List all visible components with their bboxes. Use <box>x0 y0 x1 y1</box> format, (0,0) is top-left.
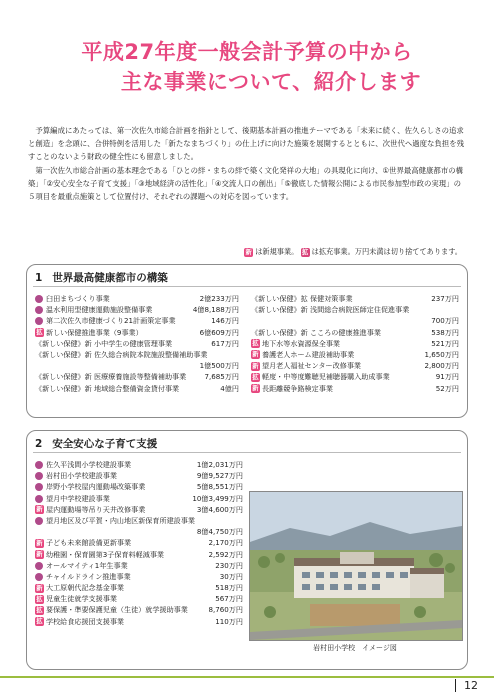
item-label: 幼稚園・保育園第3子保育料軽減事業 <box>46 549 165 559</box>
list-item <box>35 338 239 349</box>
bullet-dot-icon <box>35 472 43 480</box>
item-label: 新しい保健推進事業（9事業） <box>46 327 143 337</box>
list-item <box>251 349 459 360</box>
list-item <box>251 304 459 315</box>
list-item <box>251 327 459 338</box>
item-amount: 4億円 <box>220 383 239 393</box>
section-divider <box>33 452 461 453</box>
list-item <box>35 493 243 504</box>
section-2-number: 2 <box>35 438 43 450</box>
item-label: 屋内運動場等吊り天井改修事業 <box>46 504 146 514</box>
list-item <box>251 293 459 304</box>
bullet-dot-icon <box>35 495 43 503</box>
list-item <box>35 327 239 338</box>
item-amount: 237万円 <box>431 294 459 303</box>
bullet-dot-icon <box>35 317 43 325</box>
school-image <box>249 491 463 641</box>
item-label: 温水利用型健康運動施設整備事業 <box>46 305 153 315</box>
item-amount: 521万円 <box>431 338 459 348</box>
item-amount: 2億233万円 <box>199 294 239 303</box>
item-amount: 4億8,188万円 <box>192 305 239 315</box>
item-label: 望月地区及び平賀・内山地区新保育所建設事業 <box>46 515 195 525</box>
list-item <box>35 315 239 326</box>
page-title-line1: 平成27年度一般会計予算の中から <box>81 40 413 64</box>
list-item <box>35 560 243 571</box>
item-amount: 8,760万円 <box>208 605 243 615</box>
expanded-badge-icon: 拡 <box>301 247 309 256</box>
bullet-dot-icon <box>35 573 43 581</box>
bullet-dot-icon <box>35 295 43 303</box>
list-item <box>35 371 239 382</box>
section-1-heading <box>35 270 178 285</box>
list-item <box>35 582 243 593</box>
item-label: 《新しい保健》拡 保健対策事業 <box>251 294 353 303</box>
item-amount: 518万円 <box>215 583 243 593</box>
list-item <box>35 604 243 615</box>
item-amount: 9億9,527万円 <box>196 471 243 481</box>
list-item <box>251 383 459 394</box>
expanded-badge-icon: 拡 <box>252 372 259 381</box>
item-label: 《新しい保健》新 こころの健康推進事業 <box>251 327 381 337</box>
legend-exp-text: は拡充事業。万円未満は切り捨ててあります。 <box>311 247 462 256</box>
item-label: 学校給食応援団支援事業 <box>46 616 125 626</box>
new-badge-icon: 新 <box>252 384 259 392</box>
item-amount: 2,592万円 <box>208 549 243 559</box>
item-amount: 146万円 <box>211 316 239 326</box>
legend <box>244 247 462 257</box>
list-item <box>35 481 243 492</box>
new-badge-icon: 新 <box>36 583 43 592</box>
new-badge-icon: 新 <box>245 247 252 256</box>
intro-paragraph-1: 予算編成にあたっては、第一次佐久市総合計画を指針として、後期基本計画の推進テーマである「未来に続く、佐久らしさの追求と創造」を念頭に、合併特例を活用した「新たなまちづくり」の仕上げに向けた施策を展開するとともに、次世代へ過度な負担を残すことのないよう財政の健全性にも留意しました。 <box>28 126 464 162</box>
list-item <box>35 470 243 481</box>
legend-new-text: は新規事業。 <box>255 247 299 256</box>
image-caption: 岩村田小学校 イメージ図 <box>313 644 397 652</box>
item-amount: 3億4,600万円 <box>196 504 243 514</box>
section-1-left-list <box>35 293 239 394</box>
section-childcare <box>26 430 468 670</box>
new-badge-icon: 新 <box>36 550 43 558</box>
expanded-badge-icon: 拡 <box>36 594 43 603</box>
list-item <box>35 616 243 627</box>
section-1-title: 世界最高健康都市の構築 <box>52 272 168 284</box>
list-item <box>35 549 243 560</box>
bullet-dot-icon <box>35 306 43 314</box>
item-amount: 567万円 <box>215 594 243 604</box>
item-label: 《新しい保健》新 地域総合整備資金貸付事業 <box>35 383 180 393</box>
list-item <box>35 349 239 360</box>
page-title-line2: 主な事業について、紹介します <box>120 70 422 94</box>
new-badge-icon: 新 <box>36 505 43 514</box>
item-label: 軽度・中等度難聴児補聴器購入助成事業 <box>262 372 390 382</box>
item-label: 児童生徒就学支援事業 <box>46 594 117 604</box>
section-2-title: 安全安心な子育て支援 <box>52 438 158 450</box>
list-item <box>35 526 243 537</box>
list-item <box>35 459 243 470</box>
item-amount: 10億3,499万円 <box>192 493 243 503</box>
page-number: 12 <box>455 679 478 692</box>
item-amount: 7,685万円 <box>204 372 239 382</box>
item-label: オールマイティ1年生事業 <box>46 560 128 570</box>
item-label: 養護老人ホーム建設補助事業 <box>262 349 355 359</box>
list-item <box>35 571 243 582</box>
item-amount: 230万円 <box>215 560 243 570</box>
section-health-city <box>26 264 468 418</box>
item-label: 岩村田小学校建設事業 <box>46 471 117 481</box>
item-label: 望月中学校建設事業 <box>46 493 110 503</box>
expanded-badge-icon: 拡 <box>36 328 43 337</box>
bullet-dot-icon <box>35 461 43 469</box>
item-amount: 5億8,551万円 <box>196 482 243 492</box>
section-divider <box>33 286 461 287</box>
item-label: 臼田まちづくり事業 <box>46 294 110 303</box>
school-illustration <box>250 492 462 640</box>
section-1-number: 1 <box>35 272 43 284</box>
item-amount: 1,650万円 <box>424 349 459 359</box>
item-label: 望月老人福祉センター改修事業 <box>262 361 362 371</box>
expanded-badge-icon: 拡 <box>36 605 43 614</box>
item-label: 要保護・準要保護児童（生徒）就学援助事業 <box>46 605 188 615</box>
item-amount: 91万円 <box>435 372 459 382</box>
bullet-dot-icon <box>35 562 43 570</box>
list-item <box>35 593 243 604</box>
item-label: 大工原朝代記念基金事業 <box>46 583 125 593</box>
new-badge-icon: 新 <box>252 350 259 359</box>
section-1-right-list <box>251 293 459 394</box>
item-label: 子ども未来館設備更新事業 <box>46 538 132 548</box>
list-item <box>35 383 239 394</box>
list-item <box>35 515 243 526</box>
item-amount: 1億500万円 <box>199 361 239 371</box>
item-amount: 110万円 <box>215 616 243 626</box>
list-item <box>35 293 239 304</box>
item-label: 佐久平浅間小学校建設事業 <box>46 460 132 469</box>
item-amount: 617万円 <box>211 338 239 348</box>
intro-text <box>28 124 466 203</box>
item-amount: 1億2,031万円 <box>196 460 243 469</box>
item-amount: 2,170万円 <box>208 538 243 548</box>
section-2-list <box>35 459 243 627</box>
item-label: 長距離競争路検定事業 <box>262 383 333 393</box>
footer-line <box>0 676 494 678</box>
item-label: 《新しい保健》新 小中学生の健康管理事業 <box>35 338 173 348</box>
item-amount: 52万円 <box>435 383 459 393</box>
item-amount: 6億609万円 <box>199 327 239 337</box>
item-label: 第二次佐久市健康づくり21計画策定事業 <box>46 316 176 326</box>
list-item <box>35 360 239 371</box>
list-item <box>251 315 459 326</box>
item-amount: 538万円 <box>431 327 459 337</box>
bullet-dot-icon <box>35 517 43 525</box>
section-2-heading <box>35 436 167 451</box>
intro-paragraph-2: 第一次佐久市総合計画の基本理念である「ひとの絆・まちの絆で築く文化発祥の大地」の具現化に向け、①世界最高健康都市の構築」「②安心安全な子育て支援」「③地域経済の活性化」「④交流人口の創出」「⑤徹底した情報公開による市民参加型市政の実現」の５項目を最重点施策として位置付け、それぞれの課題への対応を図っています。 <box>28 165 463 202</box>
item-amount: 8億4,750万円 <box>196 527 243 537</box>
expanded-badge-icon: 拡 <box>252 339 259 348</box>
item-amount: 700万円 <box>431 316 459 326</box>
item-label: 《新しい保健》新 佐久総合病院本院施設整備補助事業 <box>35 349 208 359</box>
new-badge-icon: 新 <box>36 538 43 547</box>
list-item <box>35 537 243 548</box>
item-label: 《新しい保健》新 浅間総合病院医師定住促進事業 <box>251 305 410 315</box>
list-item <box>35 304 239 315</box>
list-item <box>251 338 459 349</box>
list-item <box>251 371 459 382</box>
new-badge-icon: 新 <box>252 361 259 370</box>
list-item <box>251 360 459 371</box>
expanded-badge-icon: 拡 <box>36 617 43 626</box>
item-label: 《新しい保健》新 医療療養施設等整備補助事業 <box>35 372 187 382</box>
item-label: 地下水等水資源保全事業 <box>262 338 341 348</box>
item-label: 岸野小学校屋内運動場改築事業 <box>46 482 146 492</box>
bullet-dot-icon <box>35 483 43 491</box>
item-amount: 30万円 <box>219 571 243 581</box>
item-amount: 2,800万円 <box>424 361 459 371</box>
item-label: チャイルドライン推進事業 <box>46 571 131 581</box>
list-item <box>35 504 243 515</box>
